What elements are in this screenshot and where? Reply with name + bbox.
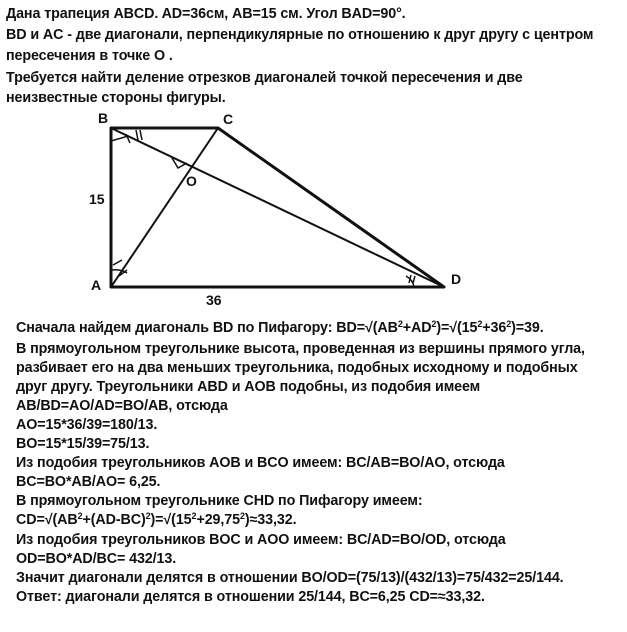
solution-line-7: BO=15*15/39=75/13. (16, 436, 150, 452)
solution-line-2: В прямоугольном треугольнике высота, проведенная из вершины прямого угла, (16, 341, 585, 357)
label-a: A (91, 277, 102, 293)
diagonal-bd (111, 128, 444, 287)
solution-line-14: Значит диагонали делятся в отношении BO/OD=(75/13)/(432/13)=75/432=25/144. (16, 570, 564, 586)
solution-line-12: Из подобия треугольников BOC и AOO имеем: BC/AD=BO/OD, отсюда (16, 532, 506, 548)
label-c: C (223, 111, 234, 127)
solution-line-13: OD=BO*AD/BC= 432/13. (16, 551, 177, 567)
label-b: B (98, 110, 109, 126)
solution-line-3: разбивает его на два меньших треугольника, подобных исходному и подобных (16, 360, 578, 376)
label-side-ab: 15 (89, 191, 105, 207)
problem-line-4: Требуется найти деление отрезков диагоналей точкой пересечения и две (6, 70, 523, 86)
solution-line-6: AO=15*36/39=180/13. (16, 417, 158, 433)
diagonal-ac (111, 128, 218, 287)
angle-marks (111, 130, 415, 287)
solution-line-11: $CD=√(AB^2+(AD-BC)^2)=√(15^2+29,75^2)\approx 33,32$. (16, 511, 297, 528)
label-side-ad: 36 (206, 292, 222, 308)
solution-line-15: Ответ: диагонали делятся в отношении 25/144, BC=6,25 CD=≈33,32. (16, 589, 485, 605)
solution-line-1: Сначала найдем диагональ BD по Пифагору: $BD=√(AB^2+AD^2)=√(15^2+36^2)=39$. (16, 319, 544, 336)
problem-line-1: Дана трапеция ABCD. AD=36см, AB=15 см. Угол BAD=90°. (6, 6, 406, 22)
solution-line-5: AB/BD=AO/AD=BO/AB, отсюда (16, 398, 228, 414)
solution-line-9: BC=BO*AB/AO= 6,25. (16, 474, 161, 490)
solution-line-8: Из подобия треугольников AOB и BCO имеем: BC/AB=BO/AO, отсюда (16, 455, 505, 471)
label-d: D (451, 271, 462, 287)
solution-line-10: В прямоугольном треугольнике CHD по Пифагору имеем: (16, 493, 423, 509)
label-o: O (186, 173, 197, 189)
problem-line-3: пересечения в точке O . (6, 48, 173, 64)
problem-line-2: BD и AC - две диагонали, перпендикулярные по отношению к друг другу с центром (6, 27, 594, 43)
solution-line-4: друг другу. Треугольники ABD и AOB подобны, из подобия имеем (16, 379, 481, 395)
problem-line-5: неизвестные стороны фигуры. (6, 90, 226, 106)
